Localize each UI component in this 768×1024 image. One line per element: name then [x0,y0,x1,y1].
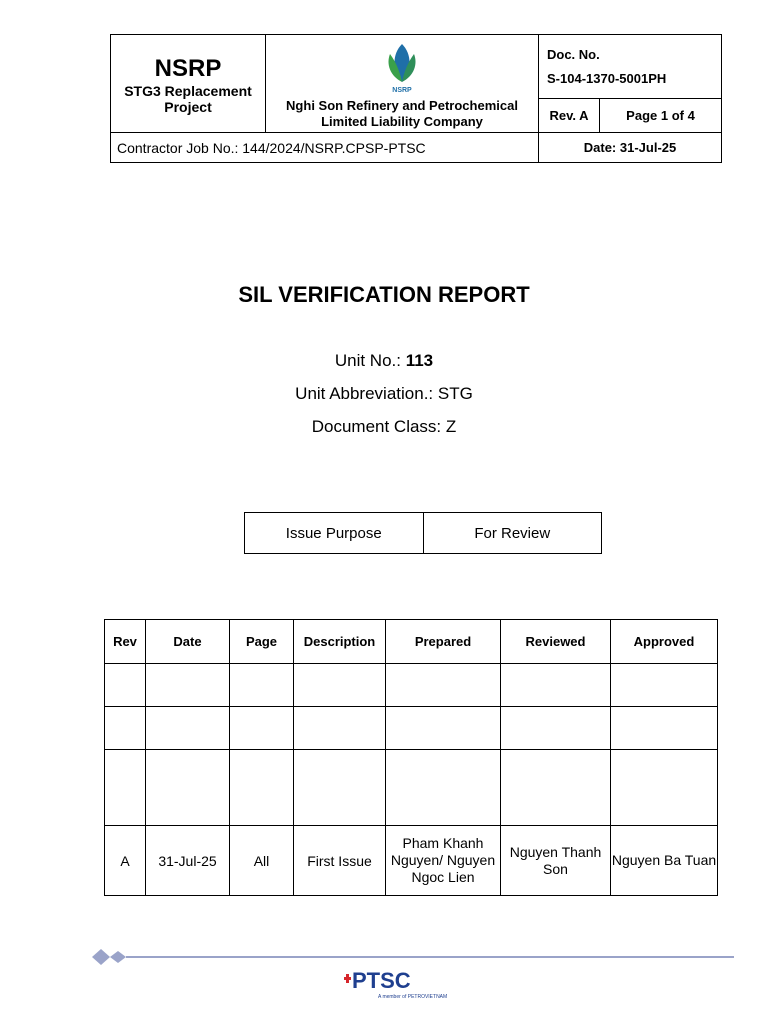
rev-cell: Rev. A [539,99,600,133]
col-approved: Approved [611,620,718,664]
table-row [105,707,718,750]
diamond-icon [92,949,110,965]
doc-no: S-104-1370-5001PH [547,70,667,86]
page-cell: Page 1 of 4 [600,99,722,133]
col-page: Page [230,620,294,664]
document-header [110,34,722,163]
cell-prepared: Pham Khanh Nguyen/ Nguyen Ngoc Lien [386,826,501,896]
cell-date: 31-Jul-25 [146,826,230,896]
issue-purpose-table [244,512,602,554]
unit-no-label: Unit No.: [334,351,406,370]
company-cell [266,35,539,133]
nsrp-leaf-logo-icon [382,42,422,94]
contractor-job-no: Contractor Job No.: 144/2024/NSRP.CPSP-PTSC [111,133,539,163]
col-date: Date [146,620,230,664]
ptsc-logo-icon [344,968,448,1002]
project-cell [111,35,266,133]
issue-purpose-label: Issue Purpose [245,513,424,554]
unit-abbreviation: Unit Abbreviation.: STG [295,384,473,403]
ptsc-brand: PTSC [352,968,411,993]
document-class: Document Class: Z [311,417,457,436]
col-prepared: Prepared [386,620,501,664]
cell-reviewed: Nguyen Thanh Son [501,826,611,896]
issue-purpose-value: For Review [423,513,602,554]
ptsc-tagline: A member of PETROVIETNAM [378,994,448,1000]
cell-description: First Issue [294,826,386,896]
footer-divider [92,955,736,959]
table-row [105,750,718,826]
cell-page: All [230,826,294,896]
doc-no-cell [539,35,722,99]
logo-text: NSRP [392,86,412,94]
company-name: Nghi Son Refinery and Petrochemical Limited Liability Company [286,97,518,129]
col-reviewed: Reviewed [501,620,611,664]
revision-table [104,619,718,896]
cell-approved: Nguyen Ba Tuan [611,826,718,896]
unit-no-line [0,351,768,371]
date-cell: Date: 31-Jul-25 [539,133,722,163]
unit-no-value: 113 [405,351,434,370]
report-title: SIL VERIFICATION REPORT [238,282,530,307]
table-row [105,826,718,896]
revision-header-row [105,620,718,664]
diamond-icon [110,951,126,963]
doc-no-label: Doc. No. [547,46,600,62]
col-rev: Rev [105,620,146,664]
cell-rev: A [105,826,146,896]
project-name: STG3 Replacement Project [124,82,252,115]
col-description: Description [294,620,386,664]
table-row [105,664,718,707]
org-name: NSRP [154,54,222,82]
